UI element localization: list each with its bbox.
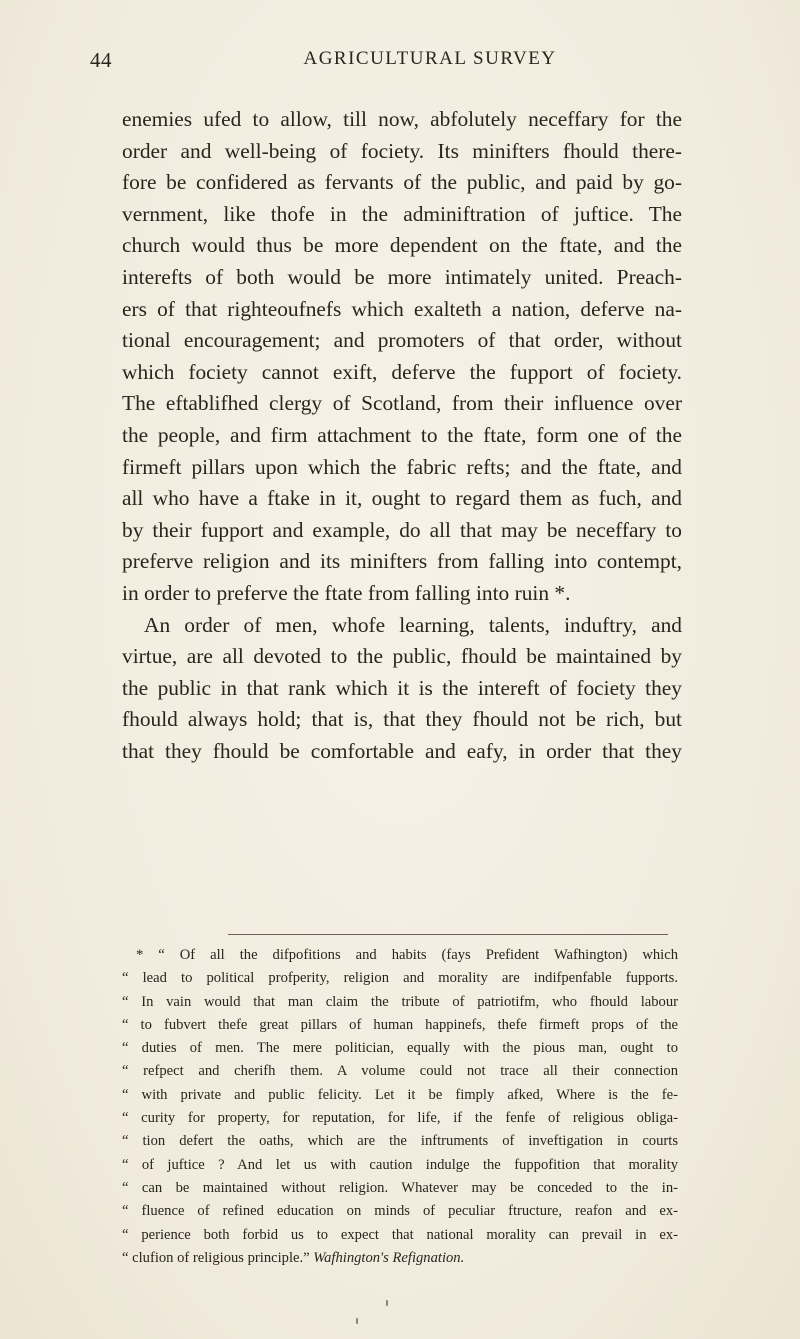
body-line: virtue, are all devoted to the public, fhould be maintained by: [122, 644, 682, 669]
body-line: in order to preferve the ftate from falling into ruin *.: [122, 580, 571, 605]
body-line: that they fhould be comfortable and eafy, in order that they: [122, 738, 682, 763]
body-line: the people, and firm attachment to the ftate, form one of the: [122, 422, 682, 447]
body-text: [122, 104, 682, 767]
footnote: [122, 944, 678, 1270]
running-head: AGRICULTURAL SURVEY: [303, 48, 557, 69]
body-line: ers of that righteoufnefs which exalteth a nation, deferve na-: [122, 296, 682, 321]
footnote-signature: Wafhington's Refignation.: [313, 1249, 465, 1266]
footnote-line: “ lead to political profperity, religion and morality are indifpenfable fupports.: [122, 970, 678, 987]
page-header: [80, 42, 720, 76]
body-line: the public in that rank which it is the intereft of fociety they: [122, 675, 682, 700]
body-line: preferve religion and its minifters from falling into contempt,: [122, 549, 682, 574]
footnote-last-line: [122, 1247, 678, 1270]
paper-speck: [386, 1300, 388, 1306]
body-line: church would thus be more dependent on the ftate, and the: [122, 233, 682, 258]
footnote-line: “ to fubvert thefe great pillars of human happinefs, thefe firmeft props of the: [122, 1016, 678, 1033]
body-line: vernment, like thofe in the adminiftration of juftice. The: [122, 201, 682, 226]
footnote-line: “ tion defert the oaths, which are the inftruments of inveftigation in courts: [122, 1133, 678, 1150]
body-line: tional encouragement; and promoters of that order, without: [122, 328, 682, 353]
body-line: by their fupport and example, do all that may be neceffary to: [122, 517, 682, 542]
footnote-line: “ In vain would that man claim the tribute of patriotifm, who fhould labour: [122, 993, 678, 1010]
footnote-line: “ can be maintained without religion. Whatever may be conceded to the in-: [122, 1179, 678, 1196]
body-line: fore be confidered as fervants of the public, and paid by go-: [122, 170, 682, 195]
footnote-line: “ fluence of refined education on minds of peculiar ftructure, reafon and ex-: [122, 1203, 678, 1220]
body-line: firmeft pillars upon which the fabric refts; and the ftate, and: [122, 454, 682, 479]
body-line: An order of men, whofe learning, talents, induftry, and: [144, 612, 682, 637]
footnote-line: “ of juftice ? And let us with caution indulge the fuppofition that morality: [122, 1156, 678, 1173]
page-number: 44: [90, 48, 112, 72]
footnote-line: “ perience both forbid us to expect that national morality can prevail in ex-: [122, 1226, 678, 1243]
paper-speck: [356, 1318, 358, 1324]
body-line: fhould always hold; that is, that they fhould not be rich, but: [122, 707, 682, 732]
footnote-line: “ duties of men. The mere politician, equally with the pious man, ought to: [122, 1040, 678, 1057]
footnote-line: * “ Of all the difpofitions and habits (fays Prefident Wafhington) which: [136, 947, 678, 963]
body-line: all who have a ftake in it, ought to regard them as fuch, and: [122, 486, 682, 511]
footnote-line: “ curity for property, for reputation, for life, if the fenfe of religious obliga-: [122, 1110, 678, 1127]
body-line: which fociety cannot exift, deferve the fupport of fociety.: [122, 359, 682, 384]
body-line: interefts of both would be more intimately united. Preach-: [122, 264, 682, 289]
footnote-line: “ with private and public felicity. Let it be fimply afked, Where is the fe-: [122, 1086, 678, 1103]
footnote-rule: [228, 934, 668, 935]
body-line: The eftablifhed clergy of Scotland, from their influence over: [122, 391, 682, 416]
body-line: order and well-being of fociety. Its minifters fhould there-: [122, 138, 682, 163]
footnote-line: “ refpect and cherifh them. A volume could not trace all their connection: [122, 1063, 678, 1080]
body-line: enemies ufed to allow, till now, abfolutely neceffary for the: [122, 107, 682, 131]
footnote-line: “ clufion of religious principle.”: [122, 1249, 310, 1266]
